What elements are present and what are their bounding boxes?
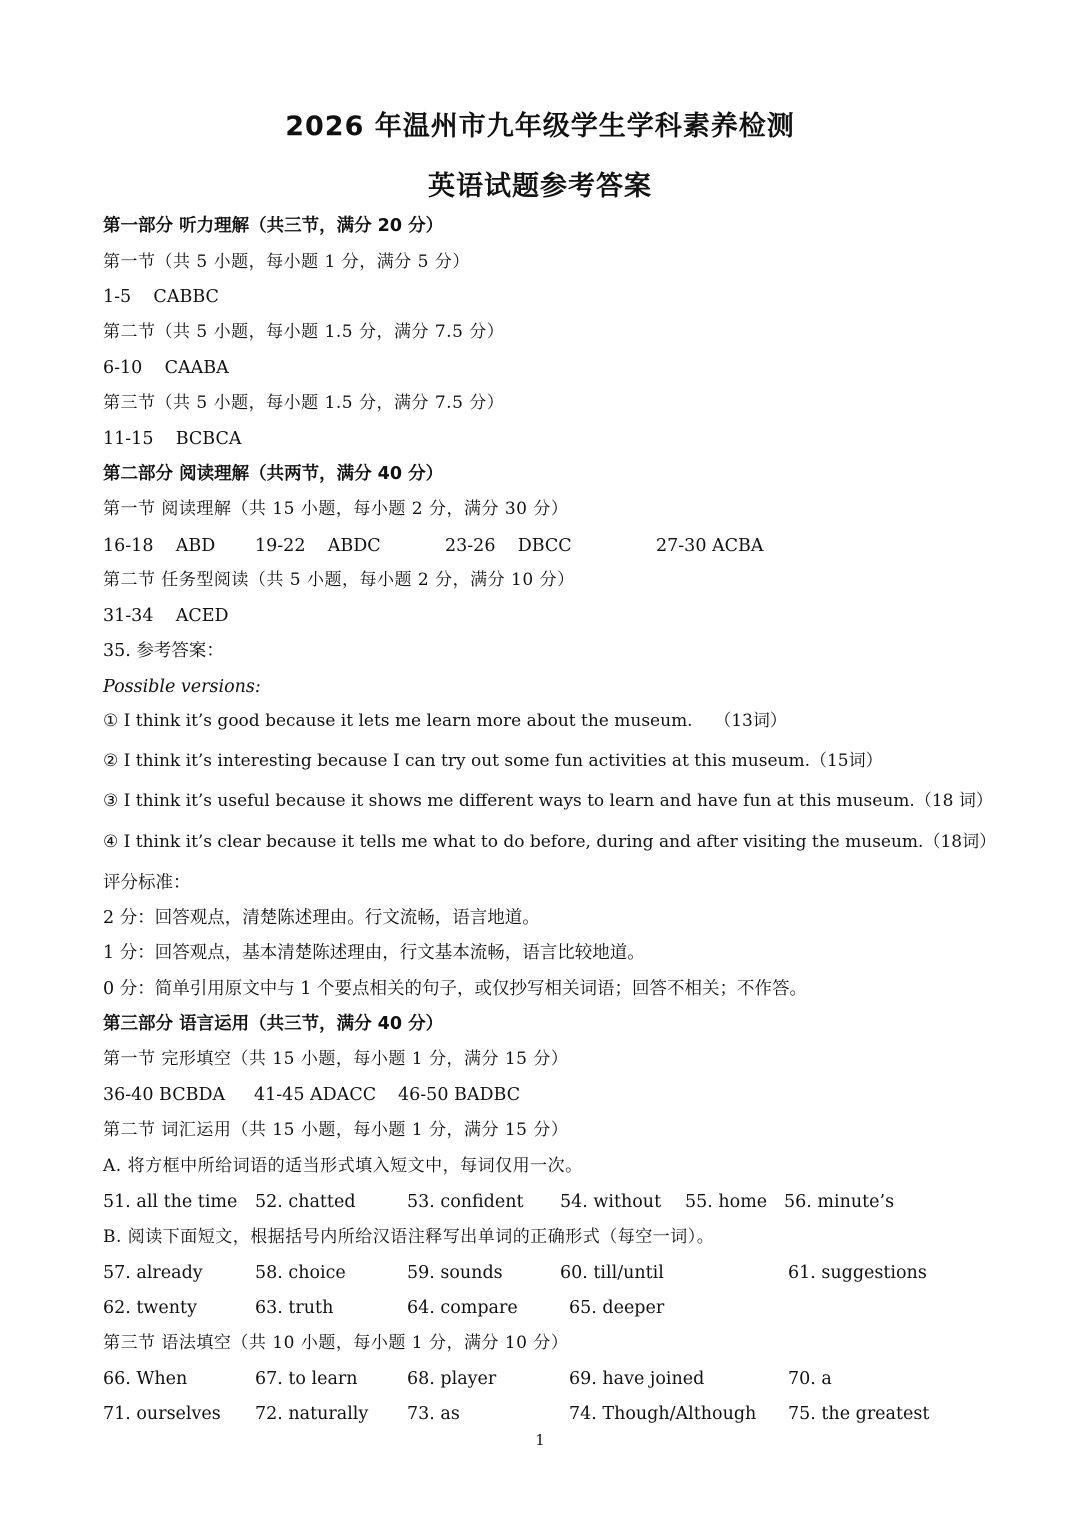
answer-item: 68. player [407, 1369, 497, 1389]
answer-group: 36-40 BCBDA [103, 1085, 226, 1105]
answer-item: 63. truth [255, 1298, 334, 1318]
document-subtitle: 英语试题参考答案 [428, 171, 652, 202]
answer-item: 64. compare [407, 1298, 518, 1318]
answer-item: 55. home [685, 1192, 768, 1212]
document-title: 2026 年温州市九年级学生学科素养检测 [285, 111, 795, 142]
part3-sec2-heading: 第二节 词汇运用（共 15 小题，每小题 1 分，满分 15 分） [103, 1120, 569, 1140]
answer-group: 16-18 ABD [103, 536, 216, 556]
part2-sec2-heading: 第二节 任务型阅读（共 5 小题，每小题 2 分，满分 10 分） [103, 570, 575, 590]
version-item: ② I think it’s interesting because I can try out some fun activities at this museum.（15词） [103, 751, 883, 771]
criteria-item: 2 分：回答观点，清楚陈述理由。行文流畅，语言地道。 [103, 908, 540, 928]
answer-item: 62. twenty [103, 1298, 197, 1318]
answer-item: 61. suggestions [788, 1263, 927, 1283]
answer-group: 27-30 ACBA [656, 536, 764, 556]
answer-item: 67. to learn [255, 1369, 358, 1389]
answer-item: 65. deeper [569, 1298, 665, 1318]
part1-sec2-heading: 第二节（共 5 小题，每小题 1.5 分，满分 7.5 分） [103, 322, 505, 342]
part1-sec3-answers: 11-15 BCBCA [103, 429, 242, 449]
answer-item: 53. confident [407, 1192, 524, 1212]
part2-heading: 第二部分 阅读理解（共两节，满分 40 分） [103, 464, 444, 484]
version-item: ④ I think it’s clear because it tells me what to do before, during and after visiting the museum.（18词） [103, 832, 997, 852]
sec2-b-instruction: B. 阅读下面短文，根据括号内所给汉语注释写出单词的正确形式（每空一词）。 [103, 1227, 715, 1247]
answer-item: 71. ourselves [103, 1404, 221, 1424]
answer-item: 51. all the time [103, 1192, 238, 1212]
answer-item: 75. the greatest [788, 1404, 930, 1424]
part3-sec1-heading: 第一节 完形填空（共 15 小题，每小题 1 分，满分 15 分） [103, 1049, 569, 1069]
version-item: ① I think it’s good because it lets me learn more about the museum. （13词） [103, 711, 787, 731]
part1-sec1-heading: 第一节（共 5 小题，每小题 1 分，满分 5 分） [103, 252, 470, 272]
part1-sec1-answers: 1-5 CABBC [103, 287, 219, 307]
answer-group: 46-50 BADBC [398, 1085, 521, 1105]
part3-sec3-heading: 第三节 语法填空（共 10 小题，每小题 1 分，满分 10 分） [103, 1333, 569, 1353]
part3-heading: 第三部分 语言运用（共三节，满分 40 分） [103, 1014, 444, 1034]
q35-label: 35. 参考答案： [103, 641, 224, 661]
answer-group: 23-26 DBCC [445, 536, 572, 556]
part1-sec2-answers: 6-10 CAABA [103, 358, 229, 378]
answer-item: 72. naturally [255, 1404, 369, 1424]
answer-item: 58. choice [255, 1263, 346, 1283]
criteria-label: 评分标准： [103, 873, 191, 893]
answer-item: 69. have joined [569, 1369, 705, 1389]
part2-sec1-heading: 第一节 阅读理解（共 15 小题，每小题 2 分，满分 30 分） [103, 499, 569, 519]
answer-item: 73. as [407, 1404, 460, 1424]
criteria-item: 0 分：简单引用原文中与 1 个要点相关的句子，或仅抄写相关词语；回答不相关；不作答。 [103, 979, 807, 999]
answer-item: 54. without [560, 1192, 662, 1212]
answer-item: 52. chatted [255, 1192, 356, 1212]
version-item: ③ I think it’s useful because it shows me different ways to learn and have fun at this museum.（18 词） [103, 791, 993, 811]
criteria-item: 1 分：回答观点，基本清楚陈述理由，行文基本流畅，语言比较地道。 [103, 943, 645, 963]
answer-item: 60. till/until [560, 1263, 664, 1283]
answer-item: 57. already [103, 1263, 203, 1283]
answer-item: 70. a [788, 1369, 832, 1389]
possible-versions-label: Possible versions: [103, 677, 261, 697]
answer-item: 66. When [103, 1369, 188, 1389]
answer-item: 74. Though/Although [569, 1404, 757, 1424]
part1-heading: 第一部分 听力理解（共三节，满分 20 分） [103, 216, 444, 236]
part2-sec2-answers: 31-34 ACED [103, 606, 229, 626]
page-number: 1 [535, 1431, 545, 1449]
answer-item: 56. minute’s [784, 1192, 895, 1212]
answer-group: 19-22 ABDC [255, 536, 381, 556]
sec2-a-instruction: A. 将方框中所给词语的适当形式填入短文中，每词仅用一次。 [103, 1156, 583, 1176]
answer-group: 41-45 ADACC [254, 1085, 377, 1105]
answer-item: 59. sounds [407, 1263, 503, 1283]
part1-sec3-heading: 第三节（共 5 小题，每小题 1.5 分，满分 7.5 分） [103, 393, 505, 413]
